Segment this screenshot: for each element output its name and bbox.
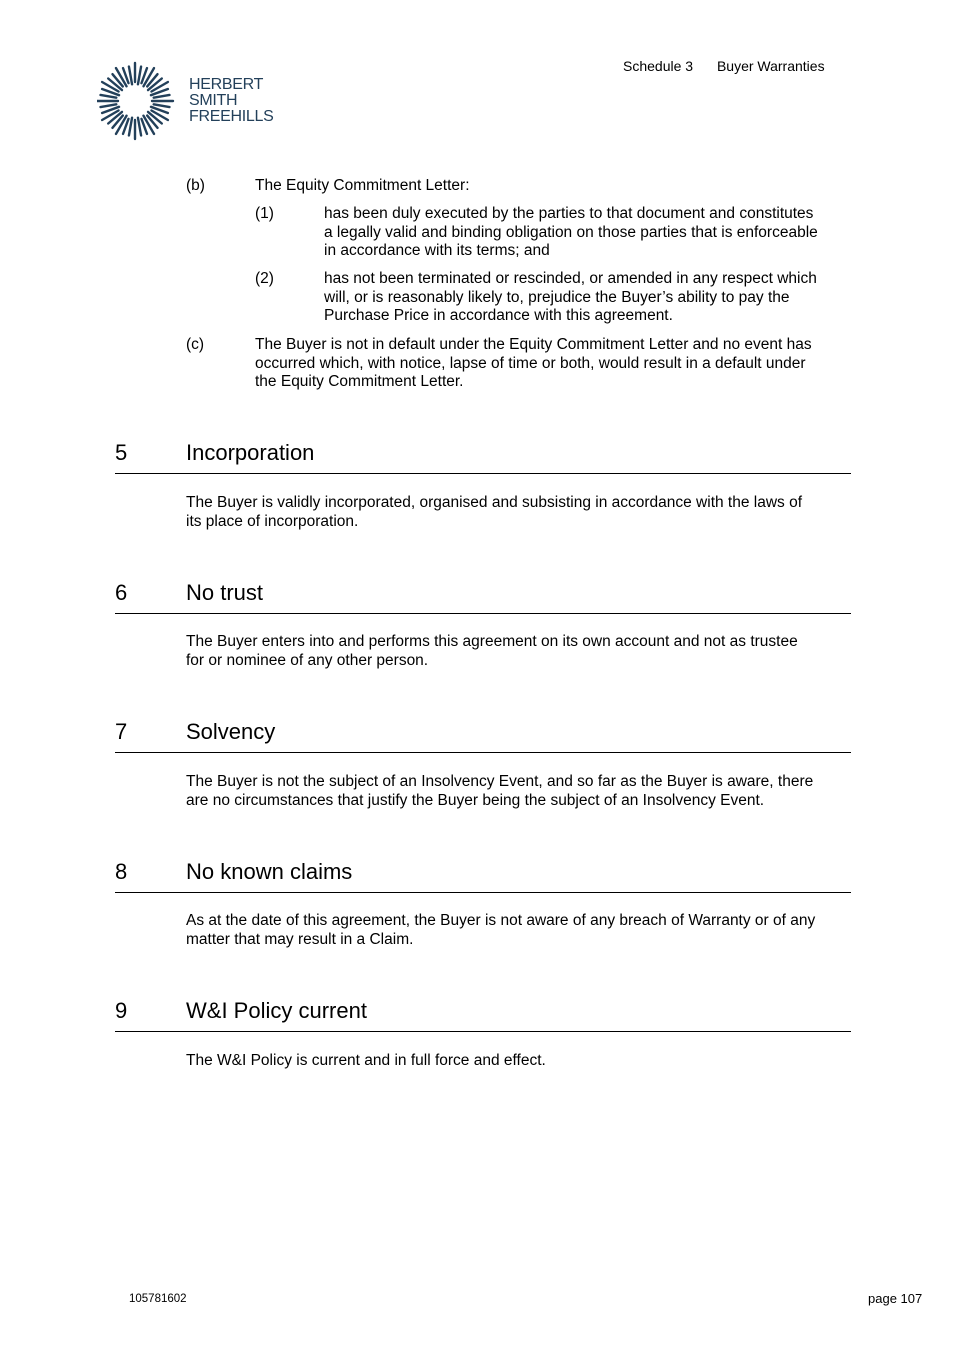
subclause-2-label: (2)	[255, 270, 274, 287]
logo-ray	[101, 95, 117, 98]
section-heading-incorporation	[115, 440, 851, 474]
section-title: Solvency	[186, 719, 276, 744]
logo-ray	[138, 118, 141, 136]
subclause-2-text	[324, 270, 817, 326]
page-number: page 107	[868, 1291, 923, 1306]
logo-ray	[129, 67, 132, 85]
schedule-title: Buyer Warranties	[716, 58, 825, 74]
sunburst-logo-icon	[97, 59, 177, 145]
section-title: W&I Policy current	[186, 998, 367, 1023]
section-heading-solvency	[115, 719, 851, 753]
page-header-reference	[623, 58, 825, 74]
text-line: its place of incorporation.	[186, 512, 359, 530]
section-number: 7	[115, 719, 128, 744]
logo-ray	[138, 67, 141, 85]
subclause-1-label: (1)	[255, 205, 274, 222]
clause-b-text: The Equity Commitment Letter:	[255, 177, 470, 194]
section-title: No trust	[186, 580, 264, 605]
logo-line-1: HERBERT	[189, 76, 264, 93]
subclause-1-text	[324, 205, 818, 261]
section-heading-no-trust	[115, 580, 851, 614]
text-line: has been duly executed by the parties to that document and constitutes	[324, 205, 814, 222]
section-title: Incorporation	[186, 440, 315, 465]
logo-line-3: FREEHILLS	[189, 108, 274, 125]
text-line: in accordance with its terms; and	[324, 242, 550, 259]
logo-line-2: SMITH	[189, 92, 238, 109]
clause-c-label: (c)	[186, 336, 205, 353]
section-number: 8	[115, 859, 128, 884]
text-line: has not been terminated or rescinded, or amended in any respect which	[324, 270, 817, 287]
text-line: The Buyer is validly incorporated, organised and subsisting in accordance with the laws of	[186, 494, 803, 511]
text-line: The Buyer enters into and performs this agreement on its own account and not as trustee	[186, 633, 798, 650]
section-body-no-trust	[186, 633, 798, 670]
section-heading-no-known-claims	[115, 859, 851, 893]
section-body-wi-policy	[186, 1052, 546, 1071]
section-body-solvency	[186, 773, 813, 810]
section-body-incorporation	[186, 494, 802, 531]
document-id: 105781602	[129, 1293, 187, 1305]
text-line: a legally valid and binding obligation on those parties that is enforceable	[324, 223, 818, 241]
text-line: The Buyer is not in default under the Equity Commitment Letter and no event has	[255, 336, 812, 353]
text-line: The W&I Policy is current and in full force and effect.	[186, 1052, 546, 1069]
text-line: As at the date of this agreement, the Buyer is not aware of any breach of Warranty or of any	[186, 912, 816, 929]
section-number: 6	[115, 580, 128, 605]
firm-logo	[97, 59, 277, 145]
clause-b-label: (b)	[186, 177, 205, 194]
logo-wordmark	[189, 77, 273, 125]
logo-ray	[154, 104, 170, 107]
text-line: are no circumstances that justify the Buyer being the subject of an Insolvency Event.	[186, 791, 765, 809]
section-number: 9	[115, 998, 128, 1023]
logo-ray	[101, 104, 117, 107]
logo-ray	[154, 95, 170, 98]
section-number: 5	[115, 440, 128, 465]
text-line: will, or is reasonably likely to, prejudice the Buyer’s ability to pay the	[324, 288, 790, 306]
text-line: Purchase Price in accordance with this agreement.	[324, 307, 673, 324]
section-body-no-known-claims	[186, 912, 815, 949]
schedule-number: Schedule 3	[623, 58, 694, 74]
logo-ray	[129, 118, 132, 136]
text-line: The Buyer is not the subject of an Insolvency Event, and so far as the Buyer is aware, there	[186, 773, 814, 790]
text-line: for or nominee of any other person.	[186, 651, 429, 669]
text-line: occurred which, with notice, lapse of time or both, would result in a default under	[255, 354, 806, 372]
text-line: matter that may result in a Claim.	[186, 930, 414, 948]
section-heading-wi-policy	[115, 998, 851, 1032]
section-title: No known claims	[186, 859, 353, 884]
text-line: the Equity Commitment Letter.	[255, 373, 464, 390]
clause-c-text	[255, 336, 812, 392]
